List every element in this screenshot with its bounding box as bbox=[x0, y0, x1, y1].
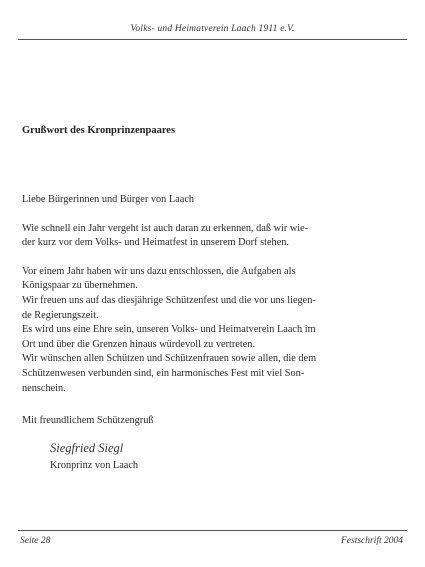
signature-name: Siegfried Siegl bbox=[50, 441, 124, 455]
paragraph-1 bbox=[22, 222, 372, 251]
page-number: Seite 28 bbox=[20, 536, 51, 546]
paragraph-line: Wie schnell ein Jahr vergeht ist auch daran zu erkennen, daß wir wie- bbox=[22, 222, 309, 234]
paragraph-line: de Regierungszeit. bbox=[22, 309, 99, 321]
paragraph-line: Königspaar zu übernehmen. bbox=[22, 280, 138, 292]
header-divider bbox=[18, 39, 407, 40]
paragraph-line: Vor einem Jahr haben wir uns dazu entschlossen, die Aufgaben als bbox=[22, 265, 296, 277]
letter-body bbox=[22, 193, 372, 410]
publication-name: Festschrift 2004 bbox=[340, 536, 403, 546]
paragraph-line: Wir freuen uns auf das diesjährige Schützenfest und die vor uns liegen- bbox=[22, 294, 316, 306]
paragraph-line: nenschein. bbox=[22, 382, 66, 394]
paragraph-line: Wir wünschen allen Schützen und Schützenfrauen sowie allen, die dem bbox=[22, 353, 317, 365]
document-heading: Grußwort des Kronprinzenpaares bbox=[22, 125, 176, 136]
salutation-line: Liebe Bürgerinnen und Bürger von Laach bbox=[22, 194, 195, 205]
footer-divider bbox=[18, 530, 407, 531]
closing-line: Mit freundlichem Schützengruß bbox=[22, 415, 154, 426]
paragraph-2 bbox=[22, 265, 372, 396]
page-header: Volks- und Heimatverein Laach 1911 e.V. bbox=[130, 24, 295, 34]
paragraph-line: Ort und über die Grenzen hinaus würdevoll zu vertreten. bbox=[22, 338, 256, 350]
signature-role: Kronprinz von Laach bbox=[50, 460, 139, 471]
paragraph-line: der kurz vor dem Volks- und Heimatfest in unserem Dorf stehen. bbox=[22, 237, 289, 249]
salutation bbox=[22, 193, 372, 208]
paragraph-line: Es wird uns eine Ehre sein, unseren Volks- und Heimatverein Laach im bbox=[22, 324, 316, 336]
paragraph-line: Schützenwesen verbunden sind, ein harmonisches Fest mit viel Son- bbox=[22, 367, 305, 379]
